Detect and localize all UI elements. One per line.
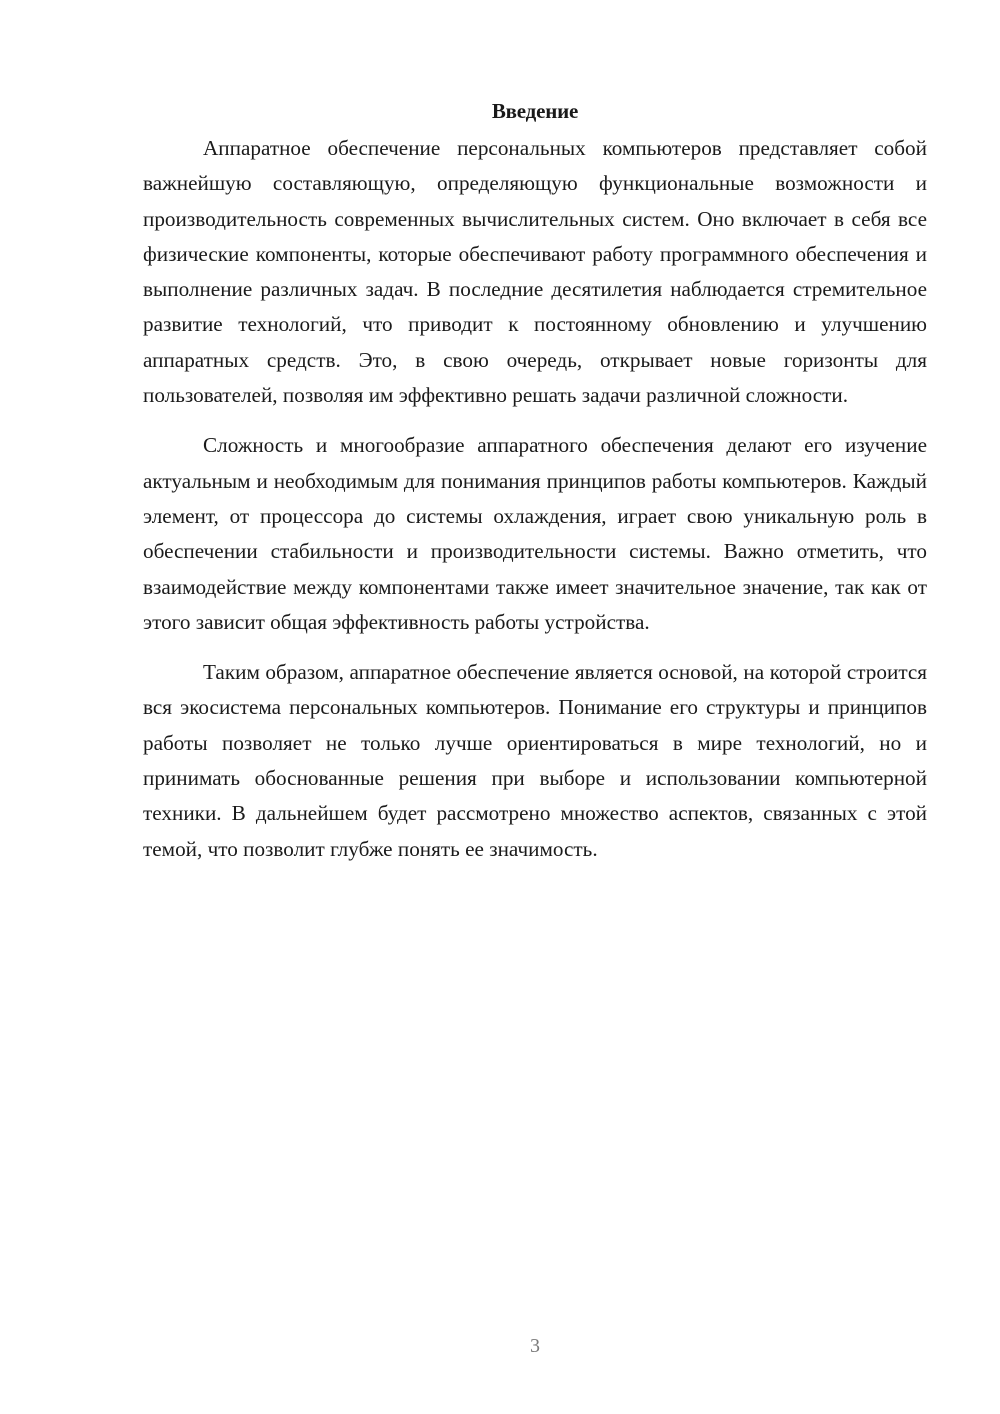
paragraph-1: Аппаратное обеспечение персональных компьютеров представляет собой важнейшую составляющую, определяющую функциональные возможности и производительность современных вычислительных систем. Оно включает в себя все физические компоненты, которые обеспечивают работу программного обеспечения и выполнение различных задач. В последние десятилетия наблюдается стремительное развитие технологий, что приводит к постоянному обновлению и улучшению аппаратных средств. Это, в свою очередь, открывает новые горизонты для пользователей, позволяя им эффективно решать задачи различной сложности. — [143, 136, 927, 408]
paragraph-2: Сложность и многообразие аппаратного обеспечения делают его изучение актуальным и необходимым для понимания принципов работы компьютеров. Каждый элемент, от процессора до системы охлаждения, играет свою уникальную роль в обеспечении стабильности и производительности системы. Важно отметить, что взаимодействие между компонентами также имеет значительное значение, так как от этого зависит общая эффективность работы устройства. — [143, 433, 927, 634]
page-number: 3 — [530, 1335, 540, 1357]
paragraph-3: Таким образом, аппаратное обеспечение является основой, на которой строится вся экосистема персональных компьютеров. Понимание его структуры и принципов работы позволяет не только лучше ориентироваться в мире технологий, но и принимать обоснованные решения при выборе и использовании компьютерной техники. В дальнейшем будет рассмотрено множество аспектов, связанных с этой темой, что позволит глубже понять ее значимость. — [143, 660, 927, 861]
section-heading: Введение — [491, 99, 579, 123]
page-content — [143, 96, 927, 882]
